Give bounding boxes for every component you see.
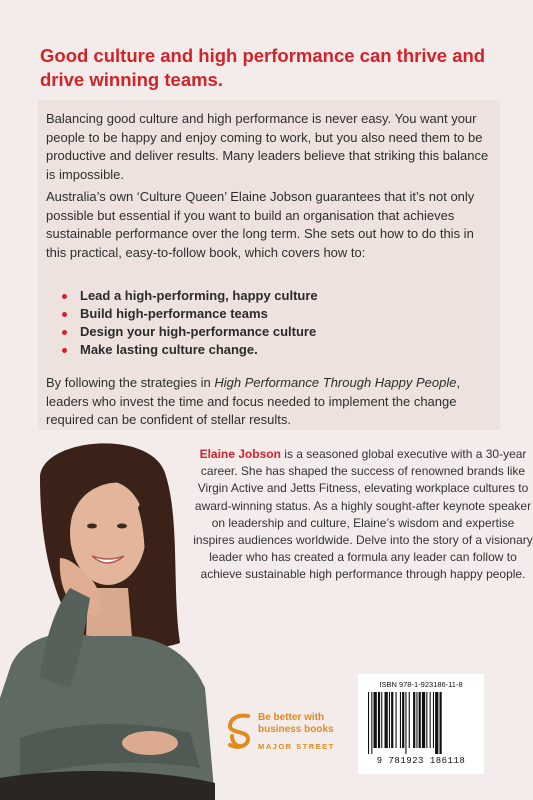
barcode-box <box>358 674 484 774</box>
barcode-bar <box>385 692 388 748</box>
bullet-dot-icon <box>62 312 67 317</box>
list-item-text: Make lasting culture change. <box>80 342 258 357</box>
barcode-bar <box>402 692 404 748</box>
publisher-tagline: Be better with business books <box>258 712 334 735</box>
blurb-paragraph-1: Balancing good culture and high performance is never easy. You want your people to be happy and enjoy coming to work, but you also need them to be productive and deliver results. Many leaders believe that striking this balance is impossible. <box>46 111 489 182</box>
ms-logo-icon <box>226 712 254 752</box>
barcode-bar <box>381 692 382 748</box>
headline: Good culture and high performance can thrive and drive winning teams. <box>40 45 486 90</box>
barcode-bar <box>405 692 406 754</box>
barcode-bar <box>409 692 410 748</box>
barcode-bar <box>368 692 369 754</box>
list-item <box>58 341 318 359</box>
list-item <box>58 305 318 323</box>
barcode-bar <box>440 692 442 754</box>
barcode-bar <box>430 692 431 748</box>
closing-paragraph <box>46 374 496 430</box>
barcode-bar <box>419 692 421 748</box>
bullet-dot-icon <box>62 348 67 353</box>
barcode-bar <box>389 692 390 748</box>
blurb-paragraph-2: Australia’s own ‘Culture Queen’ Elaine Jobson guarantees that it’s not only possible but essential if you want to build an organisation that achieves sustainable performance over the long term. She sets out how to do this in this practical, easy-to-follow book, which covers how to: <box>46 189 475 260</box>
closing-text-before: By following the strategies in <box>46 375 215 390</box>
barcode-bar <box>371 692 372 754</box>
author-bio-text: is a seasoned global executive with a 30-year career. She has shaped the success of renowned brands like Virgin Active and Jetts Fitness, elevating workplace cultures to award-winning status. As a highly sought-after keynote speaker on leadership and culture, Elaine’s wisdom and expertise inspires audiences worldwide. Delve into the story of a visionary leader who has created a formula any leader can follow to achieve sustainable high performance through happy people. <box>193 447 533 582</box>
barcode-number: 9 781923 186118 <box>376 756 466 766</box>
barcode-bar <box>422 692 425 748</box>
barcode-bar <box>426 692 427 748</box>
barcode-bars <box>366 692 476 754</box>
publisher-block <box>226 712 356 772</box>
author-portrait <box>0 438 225 800</box>
barcode-bar <box>391 692 393 748</box>
barcode-bar <box>416 692 417 748</box>
list-item-text: Build high-performance teams <box>80 306 268 321</box>
list-item-text: Design your high-performance culture <box>80 324 317 339</box>
closing-text-after: , leaders who invest the time and focus needed to implement the change required can be confident of stellar results. <box>46 375 461 427</box>
barcode-bar <box>374 692 377 748</box>
author-name: Elaine Jobson <box>199 447 281 461</box>
barcode-bar <box>378 692 380 748</box>
book-title-italic: High Performance Through Happy People <box>214 375 457 390</box>
barcode-bar <box>433 692 434 748</box>
barcode-bar <box>435 692 438 754</box>
list-item-text: Lead a high-performing, happy culture <box>80 288 318 303</box>
isbn-label: ISBN 978-1-923186-11-8 <box>379 680 463 689</box>
barcode-bar <box>400 692 401 748</box>
bullet-dot-icon <box>62 330 67 335</box>
benefits-list <box>58 287 318 359</box>
author-bio <box>193 446 533 584</box>
bullet-dot-icon <box>62 294 67 299</box>
publisher-name: MAJOR STREET <box>258 742 335 751</box>
list-item <box>58 323 318 341</box>
barcode-bar <box>396 692 397 748</box>
list-item <box>58 287 318 305</box>
barcode-bar <box>413 692 415 748</box>
